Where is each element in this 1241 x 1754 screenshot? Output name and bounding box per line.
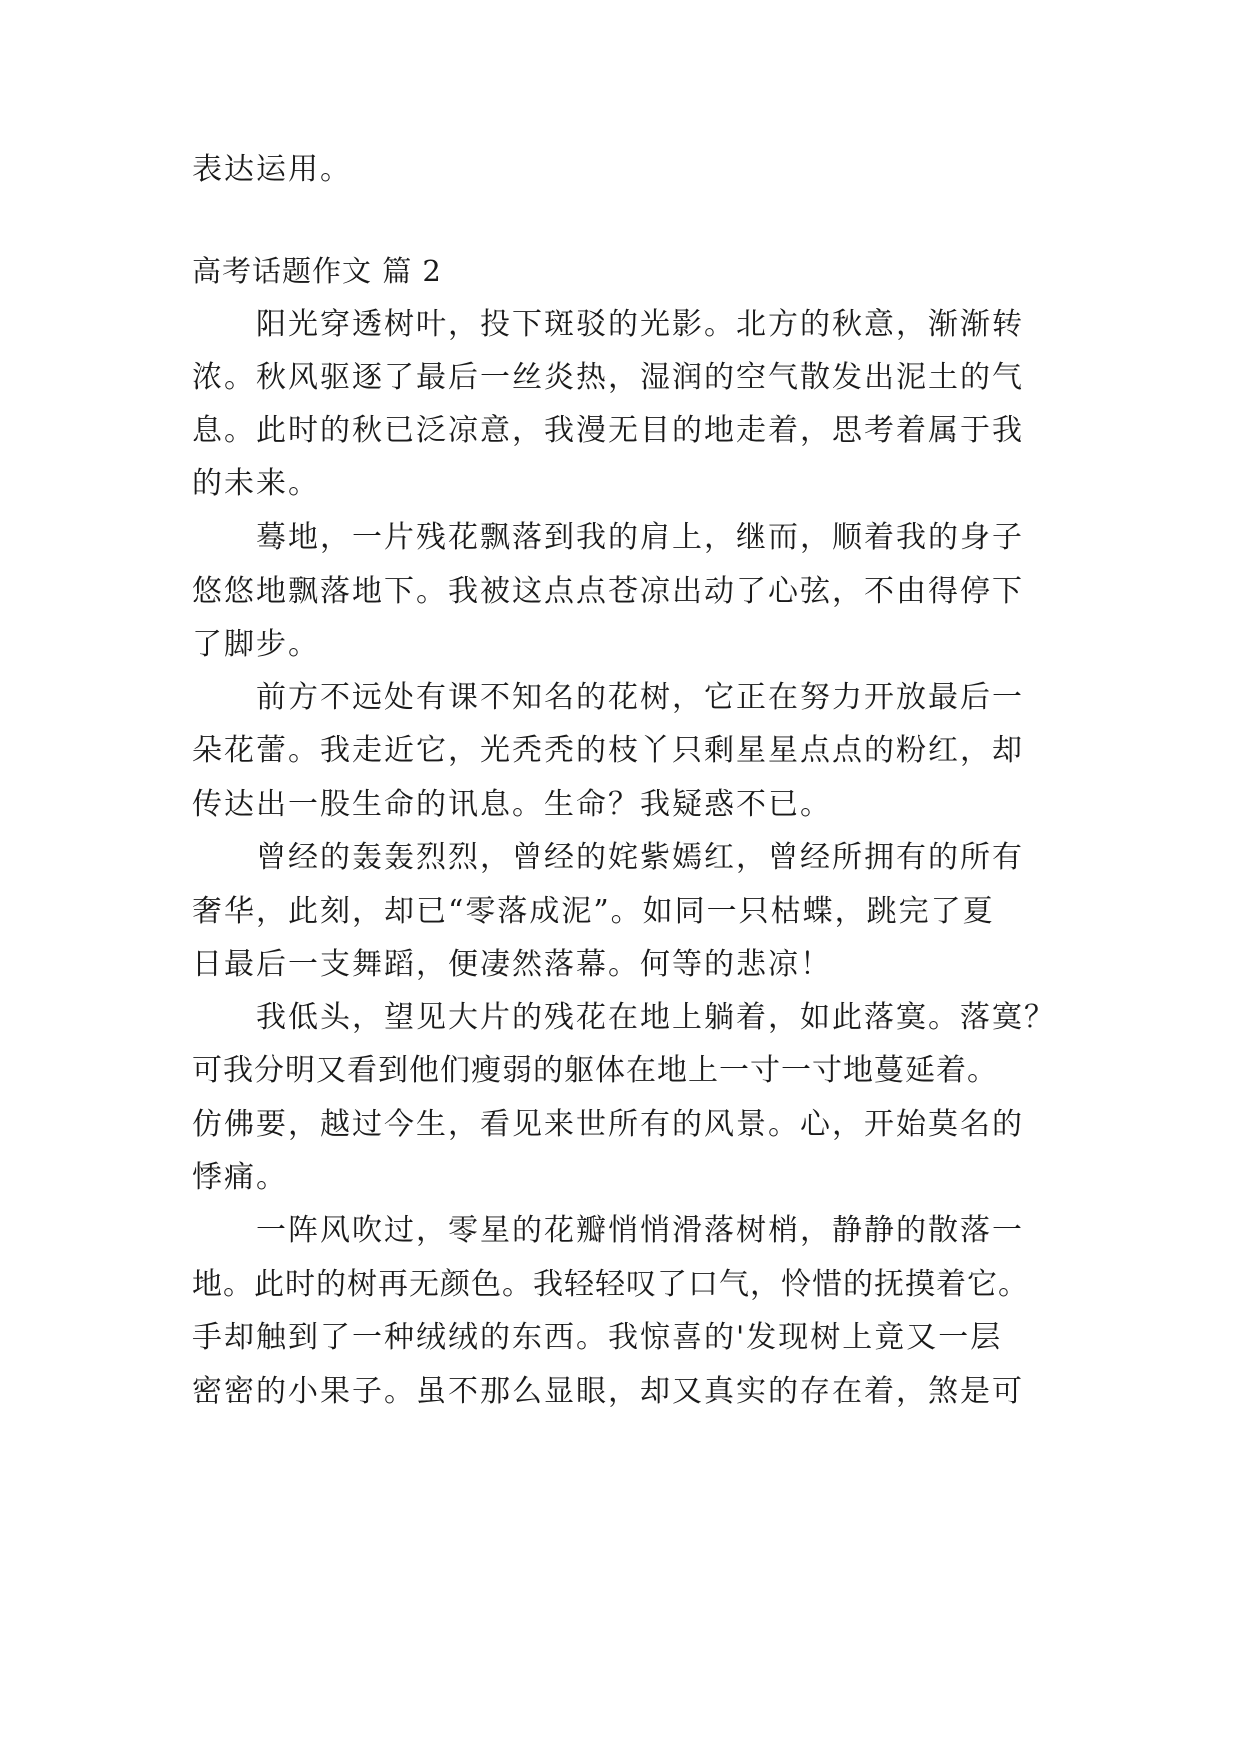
text-line: 的未来。 [192, 466, 320, 501]
text-line: 曾经的轰轰烈烈，曾经的姹紫嫣红，曾经所拥有的所有 [256, 840, 1024, 875]
section-heading: 高考话题作文 篇 2 [192, 254, 442, 288]
text-line: 浓。秋风驱逐了最后一丝炎热，湿润的空气散发出泥土的气 [192, 360, 1024, 395]
text-line: 奢华，此刻，却已“零落成泥”。如同一只枯蝶，跳完了夏 [192, 894, 995, 929]
text-line: 地。此时的树再无颜色。我轻轻叹了口气，怜惜的抚摸着它。 [192, 1267, 1029, 1302]
text-line: 可我分明又看到他们瘦弱的躯体在地上一寸一寸地蔓延着。 [192, 1053, 998, 1088]
text-line: 悠悠地飘落地下。我被这点点苍凉出动了心弦，不由得停下 [192, 574, 1024, 609]
text-line: 蓦地，一片残花飘落到我的肩上，继而，顺着我的身子 [256, 520, 1024, 555]
text-line: 悸痛。 [192, 1160, 288, 1195]
text-line: 前方不远处有课不知名的花树，它正在努力开放最后一 [256, 680, 1024, 715]
text-line: 手却触到了一种绒绒的东西。我惊喜的'发现树上竟又一层 [192, 1320, 1003, 1355]
text-line: 了脚步。 [192, 627, 320, 662]
text-line: 阳光穿透树叶，投下斑驳的光影。北方的秋意，渐渐转 [256, 307, 1024, 342]
text-line: 表达运用。 [192, 152, 352, 187]
text-line: 一阵风吹过，零星的花瓣悄悄滑落树梢，静静的散落一 [256, 1213, 1024, 1248]
text-line: 密密的小果子。虽不那么显眼，却又真实的存在着，煞是可 [192, 1374, 1024, 1409]
text-line: 我低头，望见大片的残花在地上躺着，如此落寞。落寞？ [256, 1000, 1056, 1035]
text-line: 息。此时的秋已泛凉意，我漫无目的地走着，思考着属于我 [192, 413, 1024, 448]
text-line: 传达出一股生命的讯息。生命？我疑惑不已。 [192, 787, 832, 822]
text-line: 仿佛要，越过今生，看见来世所有的风景。心，开始莫名的 [192, 1107, 1024, 1142]
text-line: 朵花蕾。我走近它，光秃秃的枝丫只剩星星点点的粉红，却 [192, 733, 1024, 768]
text-line: 日最后一支舞蹈，便凄然落幕。何等的悲凉！ [192, 947, 832, 982]
